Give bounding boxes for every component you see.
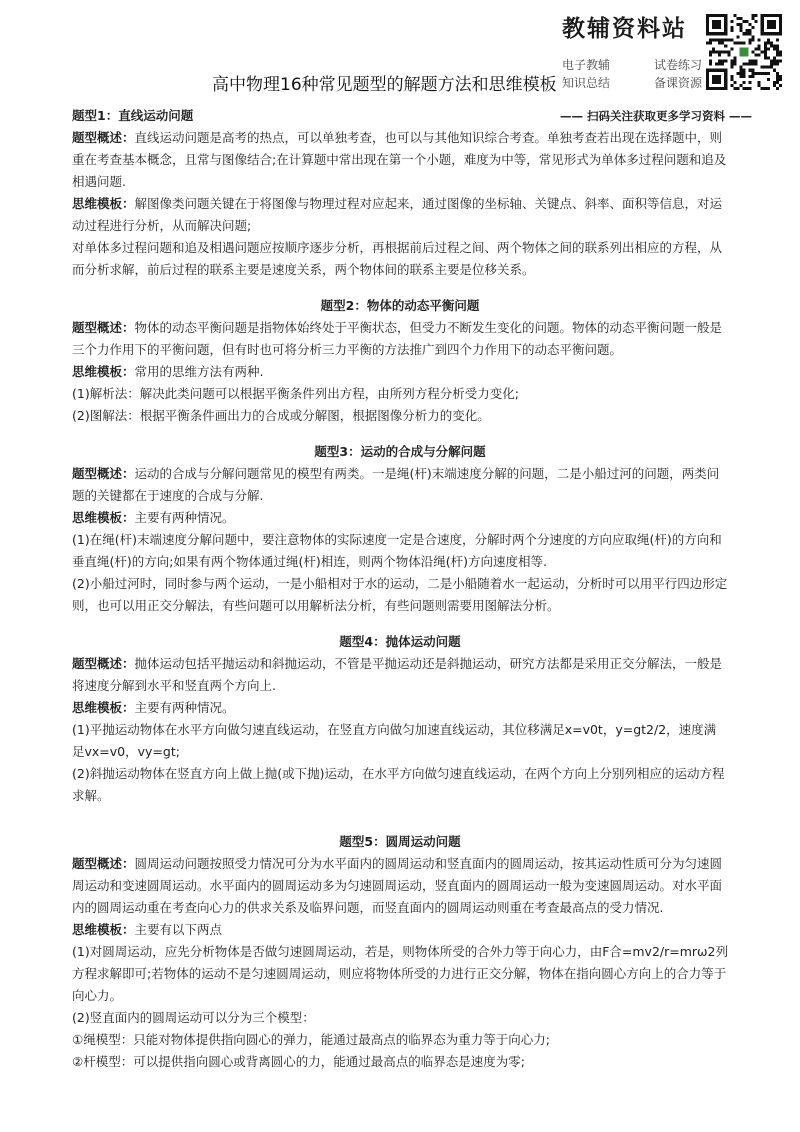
section-heading: 题型5：圆周运动问题 — [339, 834, 461, 849]
section-paragraph — [72, 853, 728, 919]
paragraph-text: 解图像类问题关键在于将图像与物理过程对应起来，通过图像的坐标轴、关键点、斜率、面积等信息，对运动过程进行分析，从而解决问题; — [72, 196, 723, 233]
paragraph-text: ②杆模型：可以提供指向圆心或背离圆心的力，能通过最高点的临界态是速度为零; — [72, 1054, 525, 1069]
section-paragraph — [72, 507, 728, 529]
section-paragraph — [72, 697, 728, 719]
paragraph-text: ①绳模型：只能对物体提供指向圆心的弹力，能通过最高点的临界态为重力等于向心力; — [72, 1032, 550, 1047]
section-paragraph — [72, 763, 728, 807]
brand-link[interactable]: 试卷练习 — [653, 58, 702, 72]
section-paragraph — [72, 1029, 728, 1051]
brand-links-row — [562, 74, 702, 92]
paragraph-label: 思维模板： — [72, 364, 135, 379]
paragraph-text: 对单体多过程问题和追及相遇问题应按顺序逐步分析，再根据前后过程之间、两个物体之间的联系列出相应的方程，从而分析求解，前后过程的联系主要是速度关系，两个物体间的联系主要是位移关系。 — [72, 240, 723, 277]
paragraph-text: 直线运动问题是高考的热点，可以单独考查，也可以与其他知识综合考查。单独考查若出现在选择题中，则重在考查基本概念，且常与图像结合;在计算题中常出现在第一个小题，难度为中等，常见形式为单体多过程问题和追及相遇问题. — [72, 130, 727, 189]
document-body — [72, 105, 728, 1073]
section-paragraph — [72, 383, 728, 405]
section-heading: 题型2：物体的动态平衡问题 — [320, 298, 480, 313]
section-heading: 题型4：抛体运动问题 — [339, 634, 461, 649]
paragraph-label: 题型概述： — [72, 320, 135, 335]
paragraph-text: (1)解析法：解决此类问题可以根据平衡条件列出方程，由所列方程分析受力变化; — [72, 386, 519, 401]
paragraph-text: 常用的思维方法有两种. — [134, 364, 264, 379]
brand-links-row — [562, 56, 702, 74]
document-title: 高中物理16种常见题型的解题方法和思维模板 — [212, 75, 557, 95]
section-paragraph — [72, 1051, 728, 1073]
paragraph-label: 思维模板： — [72, 700, 135, 715]
section-paragraph — [72, 941, 728, 1007]
paragraph-label: 思维模板： — [72, 196, 135, 211]
paragraph-label: 题型概述： — [72, 466, 135, 481]
qr-code-icon — [706, 14, 782, 90]
brand-link[interactable]: 备课资源 — [653, 76, 702, 90]
scan-prompt: —— 扫码关注获取更多学习资料 —— — [560, 109, 753, 123]
section-paragraph — [72, 127, 728, 193]
paragraph-label: 题型概述： — [72, 130, 135, 145]
paragraph-text: 物体的动态平衡问题是指物体始终处于平衡状态，但受力不断发生变化的问题。物体的动态平衡问题一般是三个力作用下的平衡问题，但有时也可将分析三力平衡的方法推广到四个力作用下的动态平衡问题。 — [72, 320, 723, 357]
paragraph-text: (1)平抛运动物体在水平方向做匀速直线运动，在竖直方向做匀加速直线运动，其位移满足x=v0t，y=gt2/2，速度满足vx=v0，vy=gt; — [72, 722, 717, 759]
section-paragraph — [72, 1007, 728, 1029]
section-paragraph — [72, 317, 728, 361]
paragraph-text: 主要有以下两点 — [134, 922, 223, 937]
section-paragraph — [72, 919, 728, 941]
section-paragraph — [72, 193, 728, 237]
brand-link[interactable]: 电子教辅 — [562, 58, 611, 72]
brand-title: 教辅资料站 — [562, 16, 687, 42]
section-paragraph — [72, 463, 728, 507]
paragraph-label: 思维模板： — [72, 510, 135, 525]
paragraph-text: 主要有两种情况。 — [134, 700, 235, 715]
paragraph-text: 圆周运动问题按照受力情况可分为水平面内的圆周运动和竖直面内的圆周运动，按其运动性质可分为匀速圆周运动和变速圆周运动。水平面内的圆周运动多为匀速圆周运动，竖直面内的圆周运动一般为变速圆周运动。对水平面内的圆周运动重在考查向心力的供求关系及临界问题，而竖直面内的圆周运动则重在考查最高点的受力情况. — [72, 856, 723, 915]
section-paragraph — [72, 405, 728, 427]
paragraph-text: 主要有两种情况。 — [134, 510, 235, 525]
paragraph-text: 抛体运动包括平抛运动和斜抛运动，不管是平抛运动还是斜抛运动，研究方法都是采用正交分解法，一般是将速度分解到水平和竖直两个方向上. — [72, 656, 723, 693]
paragraph-text: (1)对圆周运动，应先分析物体是否做匀速圆周运动，若是，则物体所受的合外力等于向心力，由F合=mv2/r=mrω2列方程求解即可;若物体的运动不是匀速圆周运动，则应将物体所受的力进行正交分解，物体在指向圆心方向上的合力等于向心力。 — [72, 944, 728, 1003]
paragraph-label: 题型概述： — [72, 856, 135, 871]
section-paragraph — [72, 237, 728, 281]
paragraph-text: (2)小船过河时，同时参与两个运动，一是小船相对于水的运动，二是小船随着水一起运动，分析时可以用平行四边形定则，也可以用正交分解法，有些问题可以用解析法分析，有些问题则需要用图解法分析。 — [72, 576, 728, 613]
section-paragraph — [72, 361, 728, 383]
brand-link[interactable]: 知识总结 — [562, 76, 611, 90]
section-paragraph — [72, 529, 728, 573]
paragraph-text: 运动的合成与分解问题常见的模型有两类。一是绳(杆)末端速度分解的问题，二是小船过河的问题，两类问题的关键都在于速度的合成与分解. — [72, 466, 720, 503]
paragraph-text: (1)在绳(杆)末端速度分解问题中，要注意物体的实际速度一定是合速度，分解时两个分速度的方向应取绳(杆)的方向和垂直绳(杆)的方向;如果有两个物体通过绳(杆)相连，则两个物体沿绳(杆)方向速度相等. — [72, 532, 722, 569]
brand-links — [562, 56, 702, 92]
section-heading: 题型1：直线运动问题 — [72, 108, 194, 123]
paragraph-text: (2)图解法：根据平衡条件画出力的合成或分解图，根据图像分析力的变化。 — [72, 408, 490, 423]
section-paragraph — [72, 653, 728, 697]
paragraph-label: 题型概述： — [72, 656, 135, 671]
paragraph-text: (2)竖直面内的圆周运动可以分为三个模型： — [72, 1010, 315, 1025]
section-heading: 题型3：运动的合成与分解问题 — [314, 444, 486, 459]
section-paragraph — [72, 719, 728, 763]
paragraph-text: (2)斜抛运动物体在竖直方向上做上抛(或下抛)运动，在水平方向做匀速直线运动，在两个方向上分别列相应的运动方程求解。 — [72, 766, 725, 803]
section-paragraph — [72, 573, 728, 617]
paragraph-label: 思维模板： — [72, 922, 135, 937]
